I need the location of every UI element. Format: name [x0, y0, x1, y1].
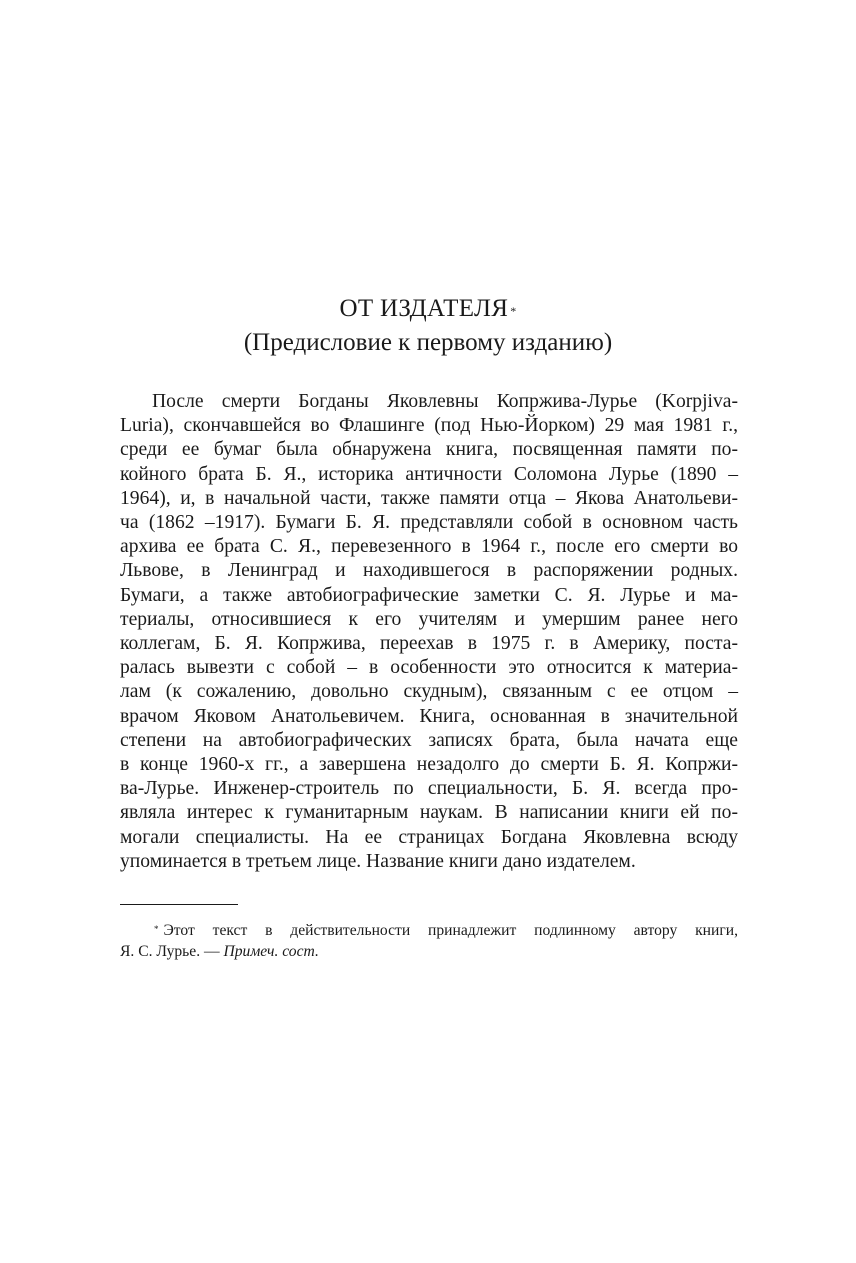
text-line: архива ее брата С. Я., перевезенного в 1964 г., после его смерти во [120, 536, 738, 558]
text-line: упоминается в третьем лице. Название книги дано издателем. [120, 850, 636, 872]
text-line: в конце 1960-х гг., а завершена незадолго до смерти Б. Я. Копржи- [120, 754, 738, 776]
text-line: 1964), и, в начальной части, также памяти отца – Якова Анатольеви- [120, 487, 738, 509]
text-line: койного брата Б. Я., историка античности Соломона Лурье (1890 – [120, 463, 738, 485]
text-line: ва-Лурье. Инженер-строитель по специальности, Б. Я. всегда про- [120, 778, 738, 800]
body-paragraph [120, 390, 738, 874]
text-line: могали специалисты. На ее страницах Богдана Яковлевна всюду [120, 826, 738, 848]
chapter-heading [0, 292, 856, 360]
text-line: После смерти Богданы Яковлевны Копржива-Лурье (Korpjiva- [152, 391, 738, 412]
text-line: лам (к сожалению, довольно скудным), связанным с ее отцом – [120, 681, 738, 703]
footnote-line [120, 920, 738, 941]
footnote-text: Этот текст в действительности принадлежит подлинному автору книги, [163, 922, 738, 939]
footnote-line [120, 941, 738, 962]
text-line: ралась вывезти с собой – в особенности это относится к материа- [120, 657, 738, 679]
text-line: среди ее бумаг была обнаружена книга, посвященная памяти по- [120, 439, 738, 461]
text-line: ча (1862 –1917). Бумаги Б. Я. представляли собой в основном часть [120, 512, 738, 534]
footnote-text: Я. С. Лурье. — [120, 943, 224, 960]
footnote-divider [120, 904, 238, 905]
chapter-subtitle: (Предисловие к первому изданию) [243, 329, 613, 356]
text-line: Бумаги, а также автобиографические заметки С. Я. Лурье и ма- [120, 584, 738, 606]
footnote-reference-mark: * [510, 304, 517, 318]
footnote-mark: * [154, 924, 159, 934]
footnote [120, 920, 738, 962]
text-line: коллегам, Б. Я. Копржива, переехав в 1975 г. в Америку, поста- [120, 633, 738, 655]
text-line: степени на автобиографических записях брата, была начата еще [120, 729, 738, 751]
footnote-attribution: Примеч. сост. [223, 943, 319, 960]
chapter-title-text: ОТ ИЗДАТЕЛЯ [339, 295, 509, 322]
text-line: Львове, в Ленинград и находившегося в распоряжении родных. [120, 560, 738, 582]
text-line: териалы, относившиеся к его учителям и умершим ранее него [120, 608, 738, 630]
text-line: являла интерес к гуманитарным наукам. В написании книги ей по- [120, 802, 738, 824]
text-line: Luria), скончавшейся во Флашинге (под Нью-Йорком) 29 мая 1981 г., [120, 415, 738, 437]
text-line: врачом Яковом Анатольевичем. Книга, основанная в значительной [120, 705, 738, 727]
chapter-title [0, 292, 856, 326]
